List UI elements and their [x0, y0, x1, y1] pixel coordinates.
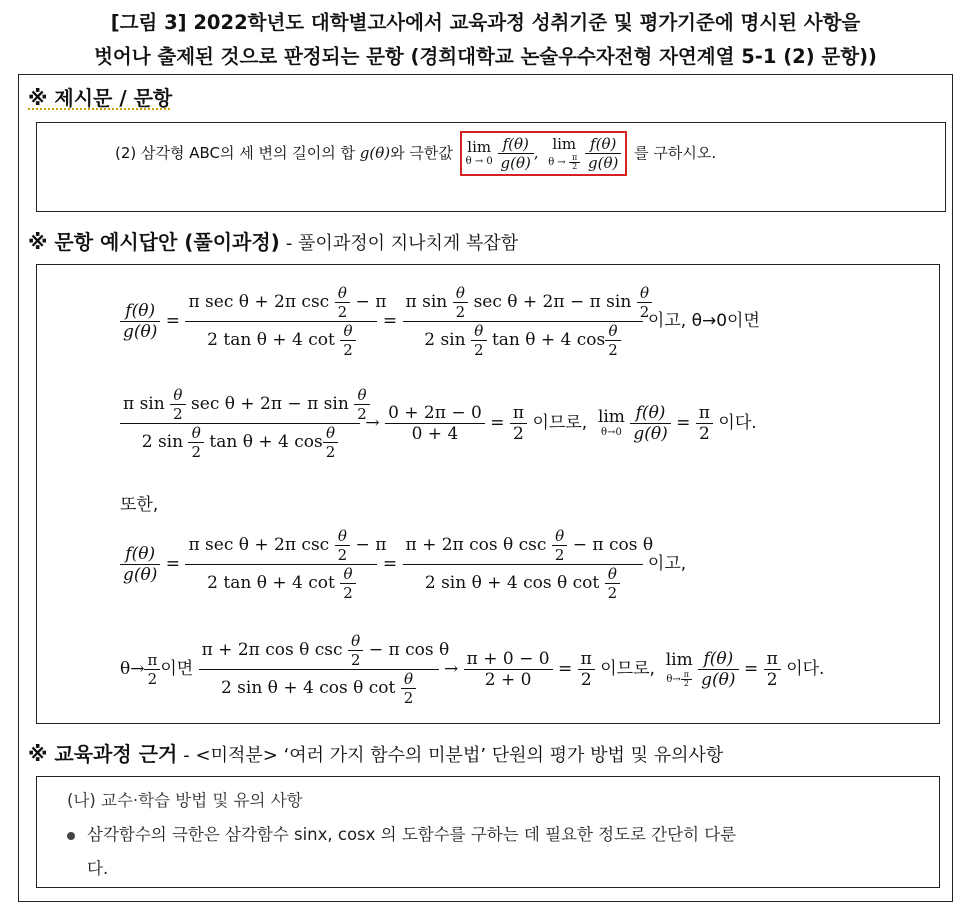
problem-prefix: (2) 삼각형 ABC의 세 변의 길이의 합 — [115, 144, 360, 162]
also-label: 또한, — [120, 495, 159, 515]
curriculum-bullet-continuation: 다. — [87, 859, 109, 878]
ratio-2: $\frac{f(\theta)}{g(\theta)}$ — [585, 135, 621, 172]
limits-highlight-box: lim θ → 0 $\frac{f(\theta)}{g(\theta)}$ , lim θ → $\frac{\pi}{2}$ $\frac{f(\theta)}{g(\theta)}$ — [460, 131, 628, 176]
answer-line-2: π sin $\frac{\theta}{2}$ sec θ + 2π − π sin $\frac{\theta}{2}$ 2 sin $\frac{\theta}{2}$ tan θ + 4 cos $\frac{\theta}{2}$ → $\frac{0 + 2\pi - 0}{0 + 4}$ = $\frac{\pi}{2}$ 이므로, lim θ→0 $\frac{f(\theta)}{g(\theta)}$ = $\frac{\pi}{2}$ 이다. — [120, 386, 757, 461]
figure-title-line2: 벗어나 출제된 것으로 판정되는 문항 (경희대학교 논술우수자전형 자연계열 5-1 (2) 문항)) — [94, 45, 877, 68]
problem-statement — [115, 131, 716, 176]
answer-line-4: θ→ $\frac{\pi}{2}$ 이면 π + 2π cos θ csc $\frac{\theta}{2}$ − π cos θ 2 sin θ + 4 cos θ cot $\frac{\theta}{2}$ → $\frac{\pi + 0 - 0}{2 + 0}$ = $\frac{\pi}{2}$ 이므로, lim θ→ $\frac{\pi}{2}$ $\frac{f(\theta)}{g(\theta)}$ = $\frac{\pi}{2}$ 이다. — [120, 632, 825, 707]
curriculum-item-title: (나) 교수·학습 방법 및 유의 사항 — [67, 791, 303, 810]
limit-2: lim θ → $\frac{\pi}{2}$ — [548, 137, 580, 171]
ratio-1: $\frac{f(\theta)}{g(\theta)}$ — [498, 135, 534, 172]
problem-suffix: 를 구하시오. — [634, 144, 717, 162]
answer-line-3: $\frac{f(\theta)}{g(\theta)}$ = π sec θ + 2π csc $\frac{\theta}{2}$ − π 2 tan θ + 4 cot $\frac{\theta}{2}$ = π + 2π cos θ csc $\frac{\theta}{2}$ − π cos θ 2 sin θ + 4 cos θ cot $\frac{\theta}{2}$ 이고, — [120, 527, 686, 602]
limit-1: lim θ → 0 — [465, 138, 493, 167]
problem-mid: 와 극한값 — [390, 144, 453, 162]
answer-section-heading: ※ 문항 예시답안 (풀이과정) - 풀이과정이 지나치게 복잡함 — [28, 230, 519, 254]
figure-title-line1: [그림 3] 2022학년도 대학별고사에서 교육과정 성취기준 및 평가기준에 명시된 사항을 — [110, 11, 861, 34]
problem-section-heading: ※ 제시문 / 문항 — [28, 86, 173, 110]
answer-line-1: $\frac{f(\theta)}{g(\theta)}$ = π sec θ + 2π csc $\frac{\theta}{2}$ − π 2 tan θ + 4 cot $\frac{\theta}{2}$ = π sin $\frac{\theta}{2}$ sec θ + 2π − π sin $\frac{\theta}{2}$ 2 sin $\frac{\theta}{2}$ tan θ + 4 cos $\frac{\theta}{2}$ 이고, θ→0이면 — [120, 284, 760, 359]
curriculum-bullet: 삼각함수의 극한은 삼각함수 sinx, cosx 의 도함수를 구하는 데 필요한 정도로 간단히 다룬 — [67, 821, 736, 845]
bullet-icon — [67, 832, 75, 840]
g-theta: g(θ) — [359, 144, 391, 162]
problem-box — [36, 122, 946, 212]
curriculum-box — [36, 776, 940, 888]
curriculum-section-heading: ※ 교육과정 근거 - <미적분> ‘여러 가지 함수의 미분법’ 단원의 평가 방법 및 유의사항 — [28, 742, 724, 766]
